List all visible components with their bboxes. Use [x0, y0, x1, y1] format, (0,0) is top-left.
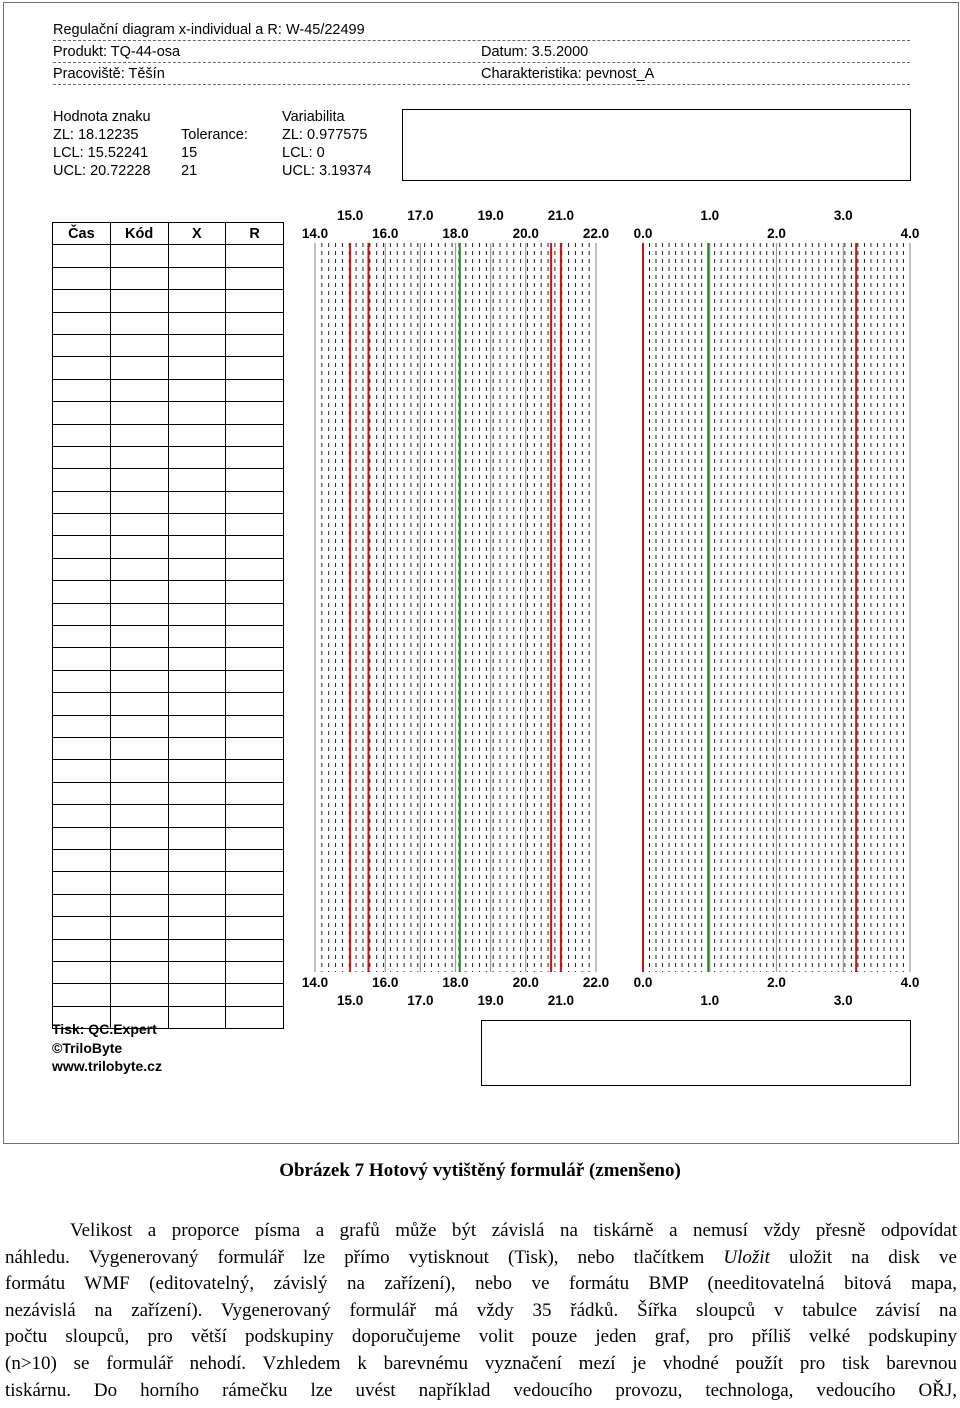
tick-label: 3.0: [833, 208, 853, 223]
column-header-code: Kód: [110, 223, 168, 245]
tick-label: 3.0: [833, 993, 853, 1008]
tolerance-low: 15: [181, 145, 198, 161]
workplace-field: Pracoviště: Těšín: [53, 66, 165, 82]
tick-label: 0.0: [633, 975, 653, 990]
tick-label: 22.0: [582, 975, 610, 990]
column-header-x: X: [168, 223, 226, 245]
value-ucl: UCL: 20.72228: [53, 163, 151, 179]
tolerance-label: Tolerance:: [181, 127, 248, 143]
paragraph-line: (n>10) se formulář nehodí. Vzhledem k barevnému vyznačení mezí je vhodné použít pro tisk barevnou: [5, 1352, 957, 1374]
tick-label: 1.0: [700, 993, 720, 1008]
paragraph-line: Velikost a proporce písma a grafů může být závislá na tiskárně a nemusí vždy přesně odpovídat: [70, 1220, 957, 1241]
tick-label: 2.0: [767, 975, 786, 990]
paragraph-line: počtu sloupců, pro větší podskupiny doporučujeme volit pouze jeden graf, pro příliš velké podskupiny: [5, 1326, 957, 1348]
footer-url-line: www.trilobyte.cz: [52, 1058, 162, 1074]
tick-label: 16.0: [372, 975, 399, 990]
column-header-r: R: [226, 223, 284, 245]
tick-label: 22.0: [582, 226, 610, 241]
emphasized-term: Uložit: [723, 1246, 770, 1268]
tick-label: 15.0: [336, 208, 364, 223]
tick-label: 15.0: [336, 993, 364, 1008]
paragraph-line: tiskárnu. Do horního rámečku lze uvést například vedoucího provozu, technologa, vedoucího OŘJ,: [5, 1379, 957, 1401]
tick-label: 16.0: [372, 226, 399, 241]
tolerance-high: 21: [181, 163, 198, 179]
tick-label: 20.0: [512, 226, 539, 241]
tick-label: 18.0: [442, 226, 469, 241]
date-field: Datum: 3.5.2000: [481, 44, 589, 60]
paragraph-line: náhledu. Vygenerovaný formulář lze přímo vytisknout (Tisk), nebo tlačítkem Uložit uložit na disk ve: [5, 1246, 957, 1268]
footer-print-line: Tisk: QC.Expert: [52, 1021, 157, 1037]
figure-caption: Obrázek 7 Hotový vytištěný formulář (zmenšeno): [279, 1160, 681, 1181]
paragraph-line: nezávislá na zařízení). Vygenerovaný formulář má vždy 35 řádků. Šířka sloupců v tabulce závisí na: [5, 1299, 957, 1321]
tick-label: 21.0: [547, 993, 575, 1008]
tick-label: 1.0: [700, 208, 720, 223]
tick-label: 17.0: [407, 993, 434, 1008]
value-zl: ZL: 18.12235: [53, 127, 139, 143]
variability-zl: ZL: 0.977575: [282, 127, 368, 143]
value-lcl: LCL: 15.52241: [53, 145, 149, 161]
variability-ucl: UCL: 3.19374: [282, 163, 372, 179]
tick-label: 20.0: [512, 975, 539, 990]
tick-label: 18.0: [442, 975, 469, 990]
tick-label: 19.0: [477, 208, 504, 223]
tick-label: 17.0: [407, 208, 434, 223]
tick-label: 2.0: [767, 226, 786, 241]
notes-box: [481, 1020, 911, 1086]
tick-label: 4.0: [900, 226, 920, 241]
footer-copyright-line: ©TriloByte: [52, 1039, 123, 1056]
variability-lcl: LCL: 0: [282, 145, 325, 161]
value-block-title: Hodnota znaku: [53, 109, 151, 125]
tick-label: 19.0: [477, 993, 504, 1008]
tick-label: 4.0: [900, 975, 920, 990]
product-field: Produkt: TQ-44-osa: [53, 44, 181, 60]
form-title: Regulační diagram x-individual a R: W-45/22499: [53, 22, 365, 38]
tick-label: 21.0: [547, 208, 575, 223]
tick-label: 14.0: [301, 975, 329, 990]
column-header-time: Čas: [53, 223, 111, 245]
tick-label: 0.0: [633, 226, 653, 241]
print-footer: [52, 1020, 162, 1076]
variability-block-title: Variabilita: [282, 109, 345, 125]
paragraph-line: formátu WMF (editovatelný, závislý na zařízení), nebo ve formátu BMP (needitovatelná bitová mapa,: [5, 1273, 957, 1295]
tick-label: 14.0: [301, 226, 329, 241]
characteristic-field: Charakteristika: pevnost_A: [481, 66, 655, 82]
body-paragraph: [5, 1218, 957, 1404]
